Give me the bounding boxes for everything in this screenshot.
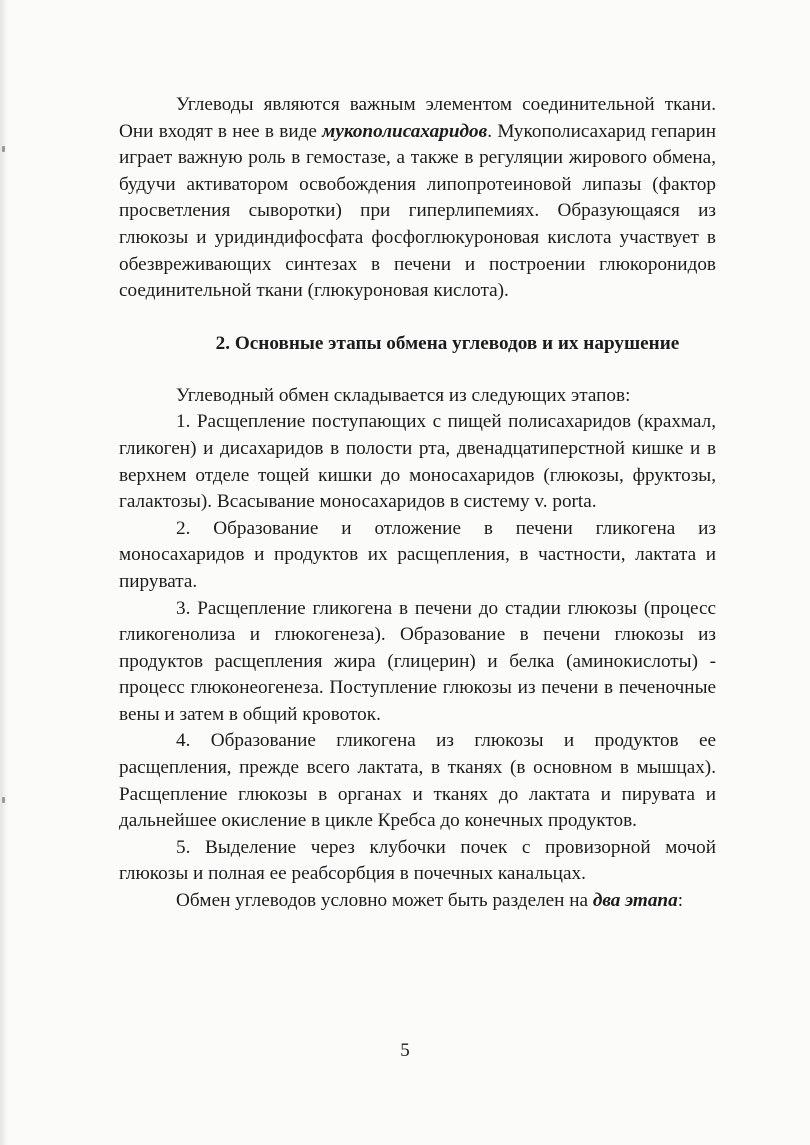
emphasis-term: два этапа [592,890,678,912]
emphasis-term: мукополисахаридов [322,120,488,142]
section-heading: 2. Основные этапы обмена углеводов и их нарушение [215,332,680,354]
paragraph-text: Обмен углеводов условно может быть разделен на [176,890,593,912]
page-edge-shadow [0,0,8,1145]
list-item-stage-1: 1. Расщепление поступающих с пищей полисахаридов (крахмал, гликоген) и дисахаридов в полости рта, двенадцатиперстной кишке и в верхнем отделе тощей кишки до моносахаридов (глюкозы, фруктозы, галактозы). Всасывание моносахаридов в систему v. porta. [119,411,716,513]
paragraph-text: Углеводы являются важным элементом соединительной ткани. Они входят в нее в виде [119,94,716,142]
paragraph-intro: Углеводный обмен складывается из следующих этапов: [176,384,631,406]
scan-mark [2,146,5,152]
paragraph-text: : [677,890,684,912]
list-item-stage-3: 3. Расщепление гликогена в печени до стадии глюкозы (процесс гликогенолиза и глюкогенеза). Образование в печени глюкозы из продуктов расщепления жира (глицерин) и белка (аминокислоты) - процесс глюконеогенеза. Поступление глюкозы из печени в печеночные вены и затем в общий кровоток. [119,597,716,725]
scan-mark [2,797,5,803]
list-item-stage-2: 2. Образование и отложение в печени гликогена из моносахаридов и продуктов их расщепления, в частности, лактата и пирувата. [119,517,716,592]
list-item-stage-5: 5. Выделение через клубочки почек с провизорной мочой глюкозы и полная ее реабсорбция в почечных канальцах. [119,836,716,885]
page-number: 5 [400,1040,410,1061]
paragraph-text: . Мукополисахарид гепарин играет важную роль в гемостазе, а также в регуляции жирового обмена, будучи активатором освобождения липопротеиновой липазы (фактор просветления сыворотки) при гиперлипемиях. Образующаяся из глюкозы и уридиндифосфата фосфоглюкуроновая кислота участвует в обезвреживающих синтезах в печени и построении глюкоронидов соединительной ткани (глюкуроновая кислота). [119,120,716,302]
paragraph-carbohydrates-tissue [119,92,716,305]
paragraph-closing [119,888,716,915]
page-body [119,92,716,915]
list-item-stage-4: 4. Образование гликогена из глюкозы и продуктов ее расщепления, прежде всего лактата, в тканях (в основном в мышцах). Расщепление глюкозы в органах и тканях до лактата и пирувата и дальнейшее окисление в цикле Кребса до конечных продуктов. [119,730,716,832]
